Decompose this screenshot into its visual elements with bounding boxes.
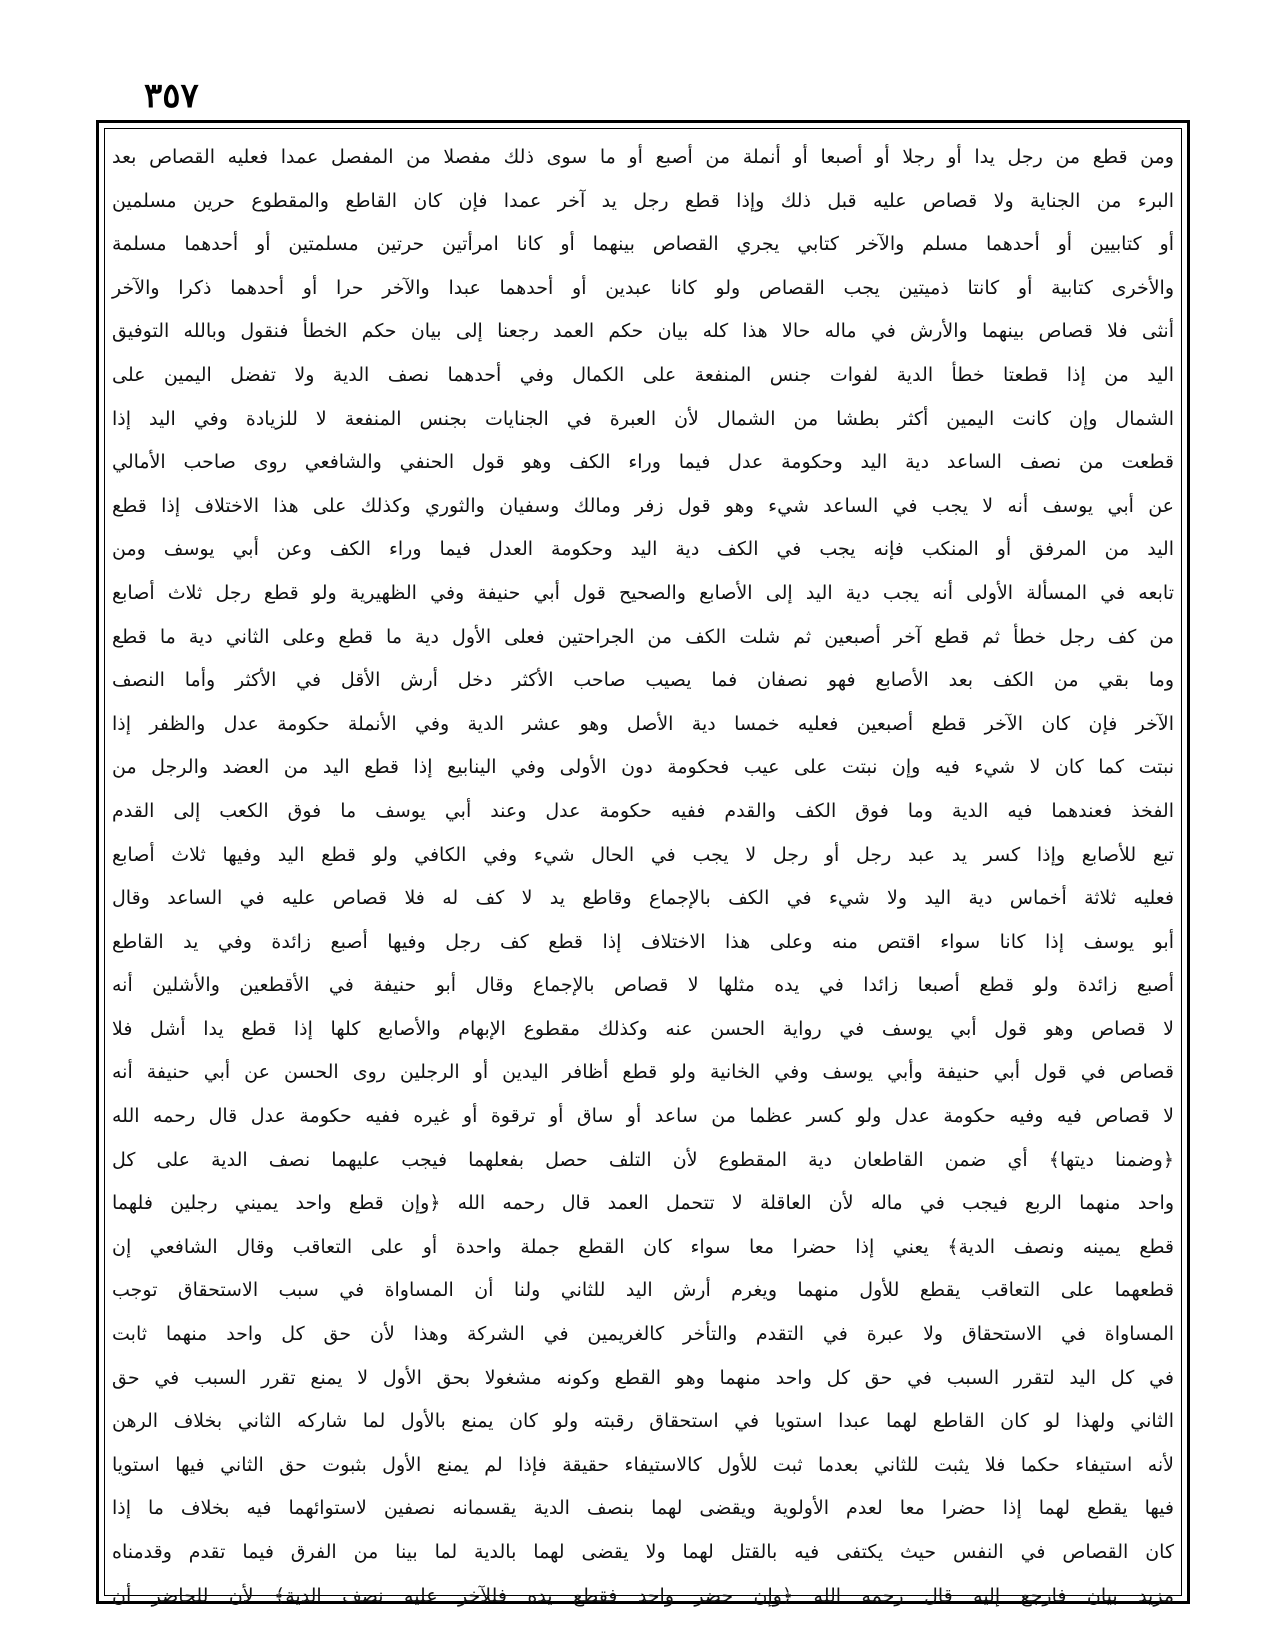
text-line: الفخذ فعندهما فيه الدية وما فوق الكف والقدم ففيه حكومة عدل وعند أبي يوسف ما فوق الكعب إلى القدم: [112, 799, 1174, 822]
text-line: ﴿وضمنا ديتها﴾ أي ضمن القاطعان دية المقطوع لأن التلف حصل بفعلهما فيجب عليهما نصف الدية على كل: [112, 1148, 1174, 1171]
text-line: عن أبي يوسف أنه لا يجب في الساعد شيء وهو قول زفر ومالك وسفيان والثوري وكذلك على هذا الاختلاف إذا قطع: [112, 494, 1174, 517]
body-text: [112, 136, 1174, 1607]
text-line: واحد منهما الربع فيجب في ماله لأن العاقلة لا تتحمل العمد قال رحمه الله ﴿وإن قطع واحد يميني رجلين فلهما: [112, 1192, 1174, 1215]
text-line: ومن قطع من رجل يدا أو رجلا أو أصبعا أو أنملة من أصبع أو ما سوى ذلك مفصلا من المفصل عمدا فعليه القصاص بعد: [112, 146, 1174, 168]
text-line: فعليه ثلاثة أخماس دية اليد ولا شيء في الكف بالإجماع وقاطع يد لا كف له فلا قصاص عليه في الساعد وقال: [112, 887, 1174, 910]
text-line: لأنه استيفاء حكما فلا يثبت للثاني بعدما ثبت للأول كالاستيفاء حقيقة فإذا لم يمنع الأول بثبوت حق الثاني فيها استويا: [112, 1453, 1174, 1476]
text-line: الآخر فإن كان الآخر قطع أصبعين فعليه خمسا دية الأصل وهو عشر الدية وفي الأنملة حكومة عدل والظفر إذا: [112, 712, 1174, 735]
text-line: قصاص في قول أبي حنيفة وأبي يوسف وفي الخانية ولو قطع أظافر اليدين أو الرجلين روى الحسن عن أبي حنيفة أنه: [112, 1061, 1174, 1084]
text-line: الثاني ولهذا لو كان القاطع لهما عبدا استويا في استحقاق رقبته ولو كان يمنع بالأول لما شاركه الثاني بخلاف الرهن: [112, 1410, 1174, 1433]
text-line: أصبع زائدة ولو قطع أصبعا زائدا في يده مثلها لا قصاص بالإجماع وقال أبو حنيفة في الأقطعين والأشلين أنه: [112, 974, 1174, 997]
text-line: في كل اليد لتقرر السبب في حق كل واحد منهما وهو القطع وكونه مشغولا بحق الأول لا يمنع تقرر السبب في حق: [112, 1366, 1174, 1389]
text-line: مزيد بيان فارجع إليه قال رحمه الله ﴿وإن حضر واحد فقطع يده فللآخر عليه نصف الدية﴾ لأن للحاضر أن: [112, 1584, 1174, 1607]
text-line: والأخرى كتابية أو كانتا ذميتين يجب القصاص ولو كانا عبدين أو أحدهما عبدا والآخر حرا أو أحدهما ذكرا والآخر: [112, 276, 1174, 299]
text-line: تابعه في المسألة الأولى أنه يجب دية اليد إلى الأصابع والصحيح قول أبي حنيفة وفي الظهيرية ولو قطع رجل ثلاث أصابع: [112, 581, 1174, 604]
text-line: قطع يمينه ونصف الدية﴾ يعني إذا حضرا معا سواء كان القطع جملة واحدة أو على التعاقب وقال الشافعي إن: [112, 1235, 1174, 1258]
text-line: المساواة في الاستحقاق ولا عبرة في التقدم والتأخر كالغريمين في الشركة وهذا لأن حق كل واحد منهما ثابت: [112, 1323, 1174, 1346]
text-line: اليد من إذا قطعتا خطأ الدية لفوات جنس المنفعة على الكمال وفي أحدهما نصف الدية ولا تفضل اليمين على: [112, 363, 1174, 386]
text-line: وما بقي من الكف بعد الأصابع فهو نصفان فما يصيب صاحب الأكثر دخل أرش الأقل في الأكثر وأما النصف: [112, 669, 1174, 692]
text-line: قطعهما على التعاقب يقطع للأول منهما ويغرم أرش اليد للثاني ولنا أن المساواة في سبب الاستحقاق توجب: [112, 1279, 1174, 1302]
text-line: كان القصاص في النفس حيث يكتفى فيه بالقتل لهما ولا يقضى لهما بالدية لما بينا من الفرق فيما تقدم وقدمناه: [112, 1541, 1174, 1563]
text-line: البرء من الجناية ولا قصاص عليه قبل ذلك وإذا قطع رجل يد آخر عمدا فإن كان القاطع والمقطوع حرين مسلمين: [112, 189, 1174, 212]
text-line: أو كتابيين أو أحدهما مسلم والآخر كتابي يجري القصاص بينهما أو كانا امرأتين حرتين مسلمتين أو أحدهما مسلمة: [112, 233, 1174, 256]
text-line: الشمال وإن كانت اليمين أكثر بطشا من الشمال لأن العبرة في الجنايات بجنس المنفعة لا للزيادة وفي اليد إذا: [112, 407, 1174, 430]
text-line: أبو يوسف إذا كانا سواء اقتص منه وعلى هذا الاختلاف إذا قطع كف رجل وفيها أصبع زائدة وفي يد القاطع: [112, 930, 1174, 953]
text-line: من كف رجل خطأ ثم قطع آخر أصبعين ثم شلت الكف من الجراحتين فعلى الأول دية ما قطع وعلى الثاني دية ما قطع: [112, 625, 1174, 648]
text-line: قطعت من نصف الساعد دية اليد وحكومة عدل فيما وراء الكف وهو قول الحنفي والشافعي روى صاحب الأمالي: [112, 451, 1174, 474]
text-line: اليد من المرفق أو المنكب فإنه يجب في الكف دية اليد وحكومة العدل فيما وراء الكف وعن أبي يوسف ومن: [112, 538, 1174, 561]
text-line: أنثى فلا قصاص بينهما والأرش في ماله حالا هذا كله بيان حكم العمد رجعنا إلى بيان حكم الخطأ فنقول وبالله التوفيق: [112, 320, 1174, 343]
text-line: نبتت كما كان لا شيء فيه وإن نبتت على عيب فحكومة دون الأولى وفي الينابيع إذا قطع اليد من العضد والرجل من: [112, 756, 1174, 779]
text-line: فيها يقطع لهما إذا حضرا معا لعدم الأولوية ويقضى لهما بنصف الدية يقسمانه نصفين لاستوائهما فيه بخلاف ما إذا: [112, 1497, 1174, 1520]
page-number: ٣٥٧: [144, 76, 199, 116]
text-line: لا قصاص وهو قول أبي يوسف في رواية الحسن عنه وكذلك مقطوع الإبهام والأصابع كلها إذا قطع يدا أشل فلا: [112, 1017, 1174, 1040]
text-line: لا قصاص فيه وفيه حكومة عدل ولو كسر عظما من ساعد أو ساق أو ترقوة أو غيره ففيه حكومة عدل قال رحمه الله: [112, 1105, 1174, 1128]
text-line: تبع للأصابع وإذا كسر يد عبد رجل أو رجل لا يجب في الحال شيء وفي الكافي ولو قطع اليد وفيها ثلاث أصابع: [112, 843, 1174, 866]
